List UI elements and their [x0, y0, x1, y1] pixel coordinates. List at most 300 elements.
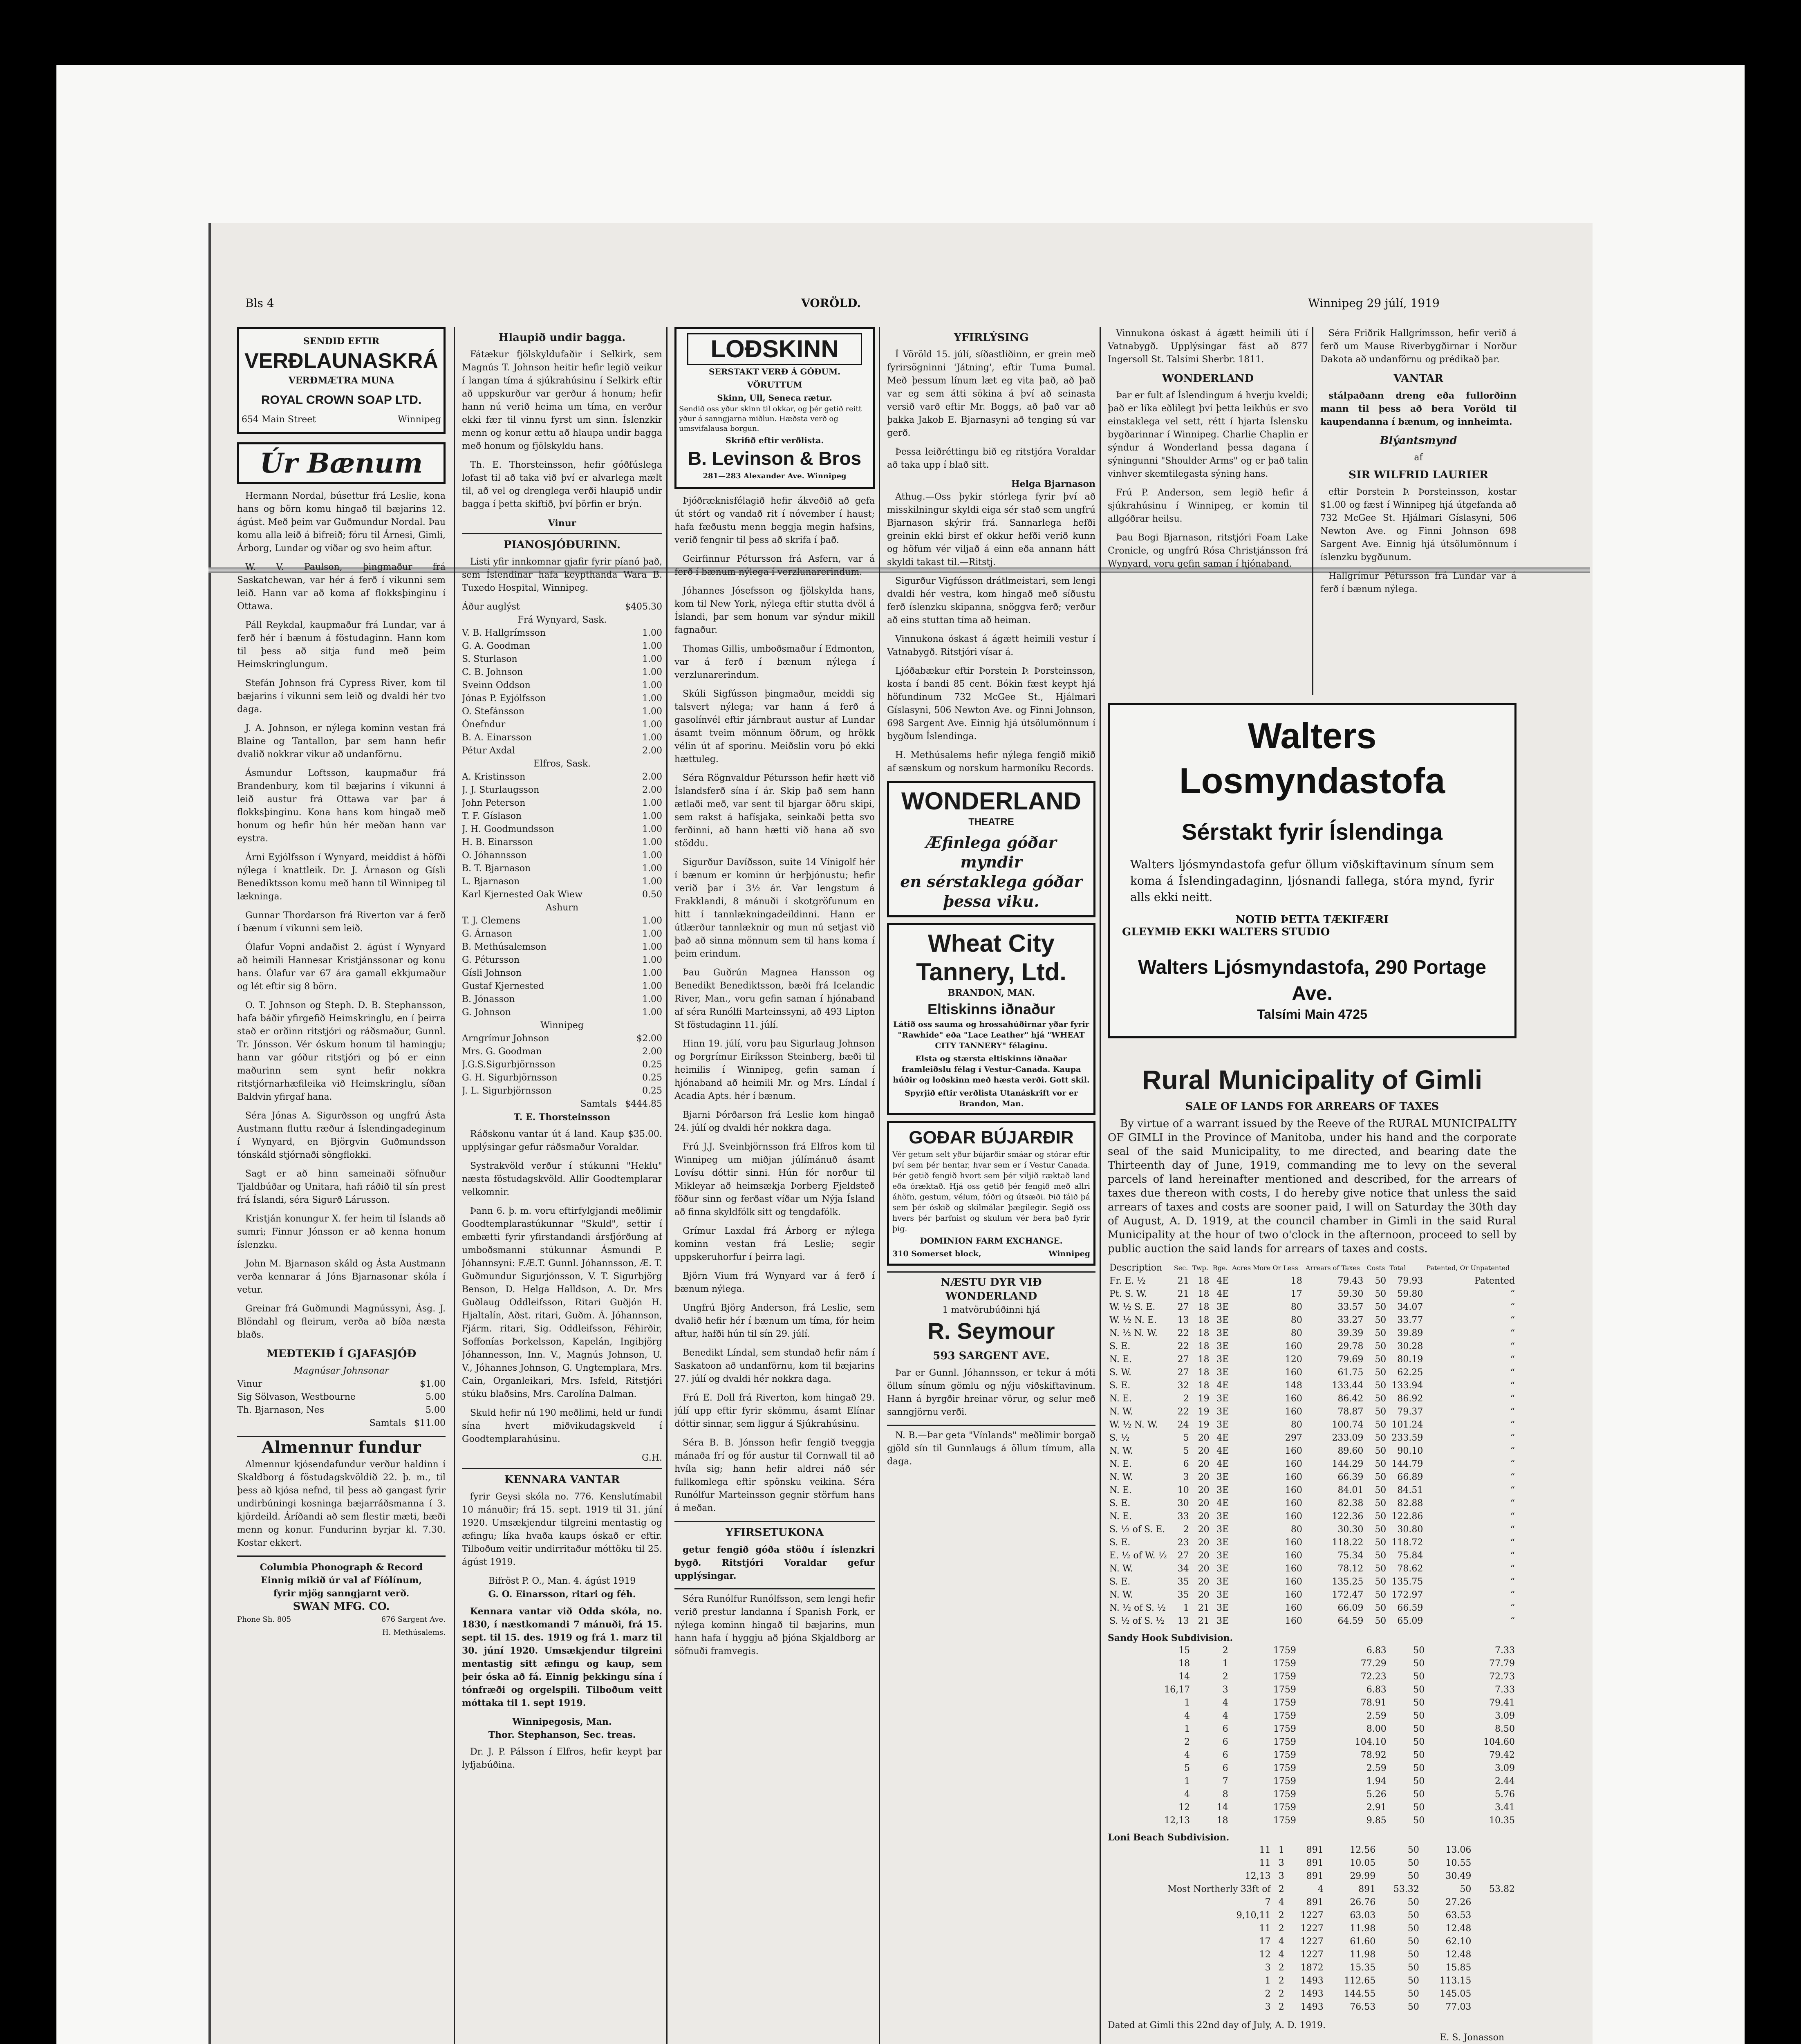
table-cell: 3E: [1216, 1472, 1229, 1482]
table-cell: 1227: [1300, 1936, 1324, 1947]
table-cell: 50: [1375, 1485, 1387, 1495]
table-cell: 12,13: [1245, 1871, 1271, 1881]
wonderland-title: WONDERLAND: [1162, 372, 1254, 385]
table-row: [1108, 1314, 1517, 1327]
table-cell: 50: [1375, 1577, 1387, 1587]
ad-phone: Talsími Main 4725: [1257, 1007, 1367, 1022]
news-item: Ásmundur Loftsson, kaupmaður frá Brandenbury, kom til bæjarins í vikunni á leið austur frá Ottawa var þar á flokksþinginu. Kona hans kom hingað með honum og hefir hún hér meðan hann var eystra.: [237, 768, 446, 844]
column-rule: [666, 327, 668, 2044]
news-item: Séra Rögnvaldur Pétursson hefir hætt við Íslandsferð sína í ár. Skip það sem hann ætlaði með, var sent til bjargar öðru skipi, sem rakst á hafísjaka, seinkaði þetta svo ferðinni, að hann hætti við hana að svo stöddu.: [674, 773, 875, 849]
news-item: Skúli Sigfússon þingmaður, meiddi sig talsvert nýlega; var hann á ferð á gasolínvél eftir járnbraut austur af Lundar ásamt tveim mönnum öðrum, og hrökk vélin út af sporinu. Meiðslin voru þó ekki hættuleg.: [674, 689, 875, 764]
ad-subheading: Sérstakt fyrir Íslendinga: [1181, 819, 1443, 845]
table-cell: 2: [1184, 1737, 1190, 1747]
table-cell: 18: [1198, 1367, 1210, 1378]
table-cell: S. W.: [1109, 1367, 1132, 1378]
donation-row: G. A. Goodman 1.00: [462, 641, 662, 651]
table-cell: 77.79: [1489, 1659, 1515, 1669]
table-cell: 50: [1375, 1328, 1387, 1338]
table-cell: 1759: [1273, 1685, 1296, 1695]
table-cell: 50: [1375, 1551, 1387, 1561]
table-cell: 4E: [1216, 1433, 1229, 1443]
table-cell: 11.98: [1350, 1923, 1376, 1934]
table-cell: 39.89: [1397, 1328, 1423, 1338]
table-cell: 33: [1177, 1511, 1189, 1522]
table-cell: 160: [1285, 1551, 1302, 1561]
bujardir-ad: [887, 1121, 1095, 1266]
table-row: [1108, 1562, 1517, 1576]
signature: T. E. Thorsteinsson: [514, 1112, 610, 1123]
table-cell: 6.83: [1366, 1645, 1387, 1656]
table-cell: 18: [1198, 1354, 1210, 1365]
table-cell: 20: [1198, 1485, 1210, 1495]
table-cell: 20: [1198, 1459, 1210, 1469]
news-item: N. B.—Þar geta "Vínlands" meðlimir borgað gjöld sín til Gunnlaugs á öllum tímum, alla daga.: [887, 1430, 1095, 1467]
table-cell: 53.32: [1393, 1884, 1419, 1894]
phono-ad-line: Columbia Phonograph & Record: [260, 1562, 423, 1573]
table-cell: 13: [1177, 1616, 1189, 1626]
table-cell: 13.06: [1445, 1845, 1472, 1855]
table-cell: 3E: [1216, 1564, 1229, 1574]
blyant-name: SIR WILFRID LAURIER: [1349, 469, 1488, 481]
table-cell: 101.24: [1391, 1420, 1423, 1430]
table-cell: 61.75: [1337, 1367, 1364, 1378]
table-cell: 2: [1278, 1989, 1284, 1999]
table-cell: 35: [1177, 1590, 1189, 1600]
table-cell: 50: [1413, 1763, 1425, 1773]
table-cell: “: [1510, 1433, 1515, 1443]
donation-row: Vinur $1.00: [237, 1379, 446, 1389]
table-row: [1108, 2001, 1517, 2014]
table-cell: “: [1510, 1459, 1515, 1469]
column-1: [237, 327, 446, 2044]
table-cell: 34: [1177, 1564, 1189, 1574]
ad-heading: WONDERLAND: [901, 787, 1081, 815]
ad-address: Walters Ljósmyndastofa, 290 Portage Ave.: [1138, 957, 1486, 1004]
table-cell: 3E: [1216, 1407, 1229, 1417]
ad-address: 281—283 Alexander Ave. Winnipeg: [703, 472, 847, 480]
table-cell: 50: [1413, 1698, 1425, 1708]
table-cell: 50: [1375, 1459, 1387, 1469]
table-row: [1108, 1445, 1517, 1458]
table-cell: S. E.: [1109, 1381, 1131, 1391]
wonderland-text: Þar er fult af Íslendingum á hverju kveldi; það er líka eðlilegt því þetta leikhús er svo einstaklega vel sett, rétt í hjarta Íslensku bygðarinnar í Winnipeg. Charlie Chaplin er sýndur á Wonderland þessa dagana í sýningunni "Shoulder Arms" og er það talin vinhver skemtilegasta sýning hans.: [1108, 390, 1308, 479]
table-cell: 50: [1407, 1936, 1419, 1947]
table-cell: 50: [1413, 1724, 1425, 1734]
table-cell: 3E: [1216, 1590, 1229, 1600]
wheat-city-ad: [887, 923, 1095, 1115]
table-cell: 32: [1177, 1381, 1189, 1391]
table-cell: 50: [1413, 1711, 1425, 1721]
table-cell: 75.34: [1337, 1551, 1364, 1561]
table-cell: 6: [1222, 1737, 1228, 1747]
news-item: Vinnukona óskast á ágætt heimili vestur í Vatnabygð. Ritstjóri vísar á.: [887, 634, 1095, 657]
table-cell: 1227: [1300, 1910, 1324, 1921]
phono-ad-address: Phone Sh. 805 676 Sargent Ave.: [237, 1615, 446, 1624]
table-cell: 2.59: [1366, 1711, 1387, 1721]
fundur-title: Almennur fundur: [262, 1438, 421, 1457]
table-row: [1108, 1366, 1517, 1379]
table-cell: S. ½ of S. E.: [1109, 1524, 1165, 1535]
table-cell: 4: [1317, 1884, 1324, 1894]
table-row: [1108, 1775, 1517, 1788]
table-cell: 66.39: [1337, 1472, 1364, 1482]
table-cell: 1493: [1300, 1976, 1324, 1986]
table-cell: 75.84: [1397, 1551, 1423, 1561]
donation-row: B. A. Einarsson 1.00: [462, 733, 662, 743]
phono-ad-company: SWAN MFG. CO.: [293, 1600, 390, 1613]
ad-company: ROYAL CROWN SOAP LTD.: [261, 393, 422, 407]
table-cell: 50: [1375, 1315, 1387, 1325]
loni-beach-table: [1108, 1844, 1517, 2014]
table-cell: S. ½: [1109, 1433, 1130, 1443]
table-row: [1108, 1392, 1517, 1405]
piano-intro: Listi yfir innkomnar gjafir fyrir píanó það, sem Íslendinar hafa keypthanda Wara B. Tuxedo Hospital, Winnipeg.: [462, 557, 662, 593]
table-cell: 50: [1375, 1289, 1387, 1299]
news-item: Frú P. Anderson, sem legið hefir á sjúkrahúsinu í Winnipeg, er komin til allgóðrar heilsu.: [1108, 488, 1308, 524]
table-cell: “: [1510, 1498, 1515, 1508]
kennara-text: fyrir Geysi skóla no. 776. Kenslutímabil 10 mánuðir; frá 15. sept. 1919 til 31. júní 1920. Umsækjendur tilgreini mentastig og æfingu; líka hvaða kaups óskað er eftir. Tilboðum veitir undirritaður móttöku til 25. ágúst 1919.: [462, 1492, 662, 1567]
table-row: [1108, 1749, 1517, 1762]
news-item: Dr. J. P. Pálsson í Elfros, hefir keypt þar lyfjabúðina.: [462, 1747, 662, 1770]
table-cell: 18: [1178, 1659, 1190, 1669]
table-cell: 50: [1375, 1381, 1387, 1391]
table-cell: 20: [1198, 1577, 1210, 1587]
table-row: [1108, 1788, 1517, 1801]
table-cell: 4E: [1216, 1381, 1229, 1391]
table-cell: “: [1510, 1446, 1515, 1456]
news-item: Sigurður Vigfússon drátlmeistari, sem lengi dvaldi hér vestra, kom hingað með síðustu ferð íslenzku skipanna, snöggva ferð; verður að eins stuttan tíma að heiman.: [887, 576, 1095, 625]
donation-row: S. Sturlason 1.00: [462, 654, 662, 664]
table-cell: 1493: [1300, 2002, 1324, 2012]
table-cell: 11: [1259, 1858, 1271, 1868]
table-row: [1108, 1948, 1517, 1961]
table-cell: 160: [1285, 1616, 1302, 1626]
donation-row: G. Pétursson 1.00: [462, 955, 662, 965]
ad-line: THEATRE: [968, 816, 1014, 827]
table-cell: 21: [1198, 1603, 1210, 1613]
loni-beach-title: Loni Beach Subdivision.: [1108, 1832, 1230, 1843]
news-item: Séra Friðrik Hallgrímsson, hefir verið á ferð um Mause Riverbygðirnar í Norður Dakota að undanförnu og prédikað þar.: [1320, 328, 1517, 365]
donation-row: Karl Kjernested Oak Wiew 0.50: [462, 890, 662, 900]
table-cell: 10.05: [1350, 1858, 1376, 1868]
table-cell: N. W.: [1109, 1472, 1133, 1482]
news-item: Th. E. Thorsteinsson, hefir góðfúslega lofast til að taka við því er alvarlega mælt til, að vel og drenglega verði hlaupið undir bagga í þetta skiftið, því þörfin er brýn.: [462, 460, 662, 509]
table-cell: 50: [1375, 1537, 1387, 1548]
donation-row: G. Johnson 1.00: [462, 1007, 662, 1018]
table-cell: 84.01: [1337, 1485, 1364, 1495]
lodskinn-ad: [674, 327, 875, 489]
table-cell: 50: [1375, 1616, 1387, 1626]
table-row: [1108, 1379, 1517, 1392]
table-cell: 63.03: [1350, 1910, 1376, 1921]
table-row: [1108, 1975, 1517, 1988]
news-item: Grímur Laxdal frá Árborg er nýlega kominn vestan frá Leslie; segir uppskeruhorfur í þeirra lagi.: [674, 1226, 875, 1262]
table-cell: 4: [1222, 1698, 1228, 1708]
yfirsetu-title: YFIRSETUKONA: [726, 1526, 824, 1539]
table-cell: 10: [1177, 1485, 1189, 1495]
table-cell: “: [1510, 1354, 1515, 1365]
table-cell: 50: [1375, 1524, 1387, 1535]
table-cell: N. E.: [1109, 1394, 1132, 1404]
news-item: Þjóðræknisfélagið hefir ákveðið að gefa út stórt og vandað rit í nóvember í haust; hafa fæðustu menn beggja megin hafsins, verið fengnir til þess að skrifa í það.: [674, 496, 875, 545]
donation-row: G. Árnason 1.00: [462, 929, 662, 939]
table-cell: 50: [1375, 1511, 1387, 1522]
news-item: Séra Jónas A. Sigurðsson og ungfrú Ásta Austmann fluttu ræður á Íslendingadeginum í Wynyard, en Björgvin Guðmundsson tónskáld stjórnaði söngflokki.: [237, 1111, 446, 1160]
news-item: Gunnar Thordarson frá Riverton var á ferð í bænum í vikunni sem leið.: [237, 910, 446, 934]
table-cell: 3.41: [1495, 1802, 1515, 1813]
news-item: Hallgrímur Pétursson frá Lundar var á ferð í bænum nýlega.: [1320, 571, 1517, 594]
tax-col-header: Description: [1109, 1263, 1163, 1273]
seymour-line: 1 matvörubúðinni hjá: [942, 1305, 1040, 1315]
news-item: Ráðskonu vantar út á land. Kaup $35.00. upplýsingar gefur ráðsmaður Voraldar.: [462, 1129, 662, 1152]
news-item: Ungfrú Björg Anderson, frá Leslie, sem dvalið hefir hér í bænum um tíma, fór heim aftur, hafði hún til sín 29. júlí.: [674, 1303, 875, 1339]
table-cell: 104.10: [1355, 1737, 1387, 1747]
table-cell: 160: [1285, 1394, 1302, 1404]
table-cell: 160: [1285, 1511, 1302, 1522]
phono-ad-name: H. Methúsalems.: [382, 1628, 446, 1637]
news-item: O. T. Johnson og Steph. D. B. Stephansson, hafa báðir yfirgefið Heimskringlu, en í þeirra stað er orðinn ritstjóri og ráðsmaður, Gunnl. Tr. Jónsson. Vér óskum honum til hamingju; hann var góður ritstjóri og þó er einn maðurinn sem synt hefir nokkra ritstjórnarhæfileika við Heimskringlu, síðan Baldvin yfirgaf hana.: [237, 1000, 446, 1102]
table-cell: 3E: [1216, 1394, 1229, 1404]
table-cell: 86.42: [1337, 1394, 1364, 1404]
table-cell: 144.79: [1391, 1459, 1423, 1469]
table-cell: 3E: [1216, 1485, 1229, 1495]
table-cell: 50: [1413, 1750, 1425, 1760]
vantar-text: stálpaðann dreng eða fullorðinn mann til þess að bera Voröld til kaupendanna í bænum, og innheimta.: [1320, 390, 1517, 427]
table-cell: 1: [1265, 1976, 1271, 1986]
news-item: Thomas Gillis, umboðsmaður í Edmonton, var á ferð í bænum nýlega í verzlunarerindum.: [674, 644, 875, 680]
table-cell: 50: [1375, 1590, 1387, 1600]
table-cell: 59.80: [1397, 1289, 1423, 1299]
seymour-address: 593 SARGENT AVE.: [933, 1350, 1050, 1362]
piano-donation-list: [462, 614, 662, 1098]
table-cell: “: [1510, 1394, 1515, 1404]
table-cell: 4: [1184, 1711, 1190, 1721]
table-cell: 29.99: [1350, 1871, 1376, 1881]
donation-row: B. T. Bjarnason 1.00: [462, 863, 662, 874]
tax-col-header: Arrears of Taxes: [1305, 1264, 1360, 1272]
table-cell: 22: [1177, 1407, 1189, 1417]
table-cell: 160: [1285, 1590, 1302, 1600]
table-cell: 66.89: [1397, 1472, 1423, 1482]
table-row: [1108, 1801, 1517, 1814]
table-cell: 8.50: [1495, 1724, 1515, 1734]
table-cell: 122.36: [1332, 1511, 1364, 1522]
ad-subheading: Eltiskinns iðnaður: [927, 1001, 1055, 1018]
table-cell: 50: [1375, 1394, 1387, 1404]
table-cell: 233.59: [1391, 1433, 1423, 1443]
table-cell: 1759: [1273, 1645, 1296, 1656]
news-item: Hermann Nordal, búsettur frá Leslie, kona hans og börn komu hingað til bæjarins 12. ágúst. Með þeim var Guðmundur Nordal. Þau komu alla leið á bifreið; fóru til Árnesi, Gimli, Árborg, Lundar og víðar og svo heim aftur.: [237, 491, 446, 554]
table-cell: 6: [1222, 1724, 1228, 1734]
table-cell: 5: [1184, 1763, 1190, 1773]
table-cell: 891: [1358, 1884, 1376, 1894]
donation-row: J. J. Sturlaugsson 2.00: [462, 785, 662, 795]
table-cell: N. E.: [1109, 1511, 1132, 1522]
table-cell: 3E: [1216, 1551, 1229, 1561]
donation-row: Gustaf Kjernested 1.00: [462, 981, 662, 991]
tax-col-header: Costs: [1366, 1264, 1385, 1272]
table-cell: 144.29: [1332, 1459, 1364, 1469]
ad-text: Spyrjið eftir verðlista Utanáskrift vor er Brandon, Man.: [905, 1089, 1078, 1108]
table-cell: 50: [1407, 1858, 1419, 1868]
divider: [237, 1555, 446, 1557]
news-item: Árni Eyjólfsson í Wynyard, meiddist á höfði nýlega í knattleik. Dr. J. Árnason og Gísli Benediktsson komu með hann til Winnipeg til lækninga.: [237, 852, 446, 902]
donation-row: Mrs. G. Goodman 2.00: [462, 1047, 662, 1057]
table-cell: 80: [1290, 1420, 1302, 1430]
donation-row: Ónefndur 1.00: [462, 719, 662, 730]
news-item: Bjarni Þórðarson frá Leslie kom hingað 24. júlí og dvaldi hér nokkra daga.: [674, 1110, 875, 1133]
news-item: Sagt er að hinn sameinaði söfnuður Tjaldbúðar og Unitara, hafi ráðið til sín prest frá Íslandi, séra Sigurð Lárusson.: [237, 1169, 446, 1205]
news-item: Fátækur fjölskyldufaðir í Selkirk, sem Magnús T. Johnson heitir hefir legið veikur í langan tíma á sjúkrahúsinu í Selkirk eftir að uppskurður var gerður á honum; hefir hann nú verið heima um tíma, en verður ekki fær til vinnu fyrst um sinn. Íslenzkir menn og konur ættu að hlaupa undir bagga með honum og fjölskyldu hans.: [462, 350, 662, 451]
table-cell: 12: [1178, 1802, 1190, 1813]
table-row: [1108, 1670, 1517, 1683]
table-cell: 3: [1222, 1685, 1228, 1695]
table-cell: 233.09: [1332, 1433, 1364, 1443]
verdlaunaskra-ad: [237, 327, 446, 434]
table-cell: 160: [1285, 1459, 1302, 1469]
table-cell: 20: [1198, 1511, 1210, 1522]
table-cell: 2: [1278, 1910, 1284, 1921]
table-cell: 79.93: [1397, 1276, 1423, 1286]
divider: [887, 1271, 1095, 1273]
table-cell: 3.09: [1495, 1711, 1515, 1721]
divider: [462, 533, 662, 534]
news-item: H. Methúsalems hefir nýlega fengið mikið af sænskum og norskum harmoníku Records.: [887, 750, 1095, 773]
ad-line: VÖRUTTUM: [747, 380, 802, 390]
table-cell: N. E.: [1109, 1485, 1132, 1495]
table-cell: 19: [1198, 1407, 1210, 1417]
table-cell: 1: [1184, 1698, 1190, 1708]
table-cell: S. E.: [1109, 1577, 1131, 1587]
donation-group-heading: Winnipeg: [540, 1020, 584, 1031]
divider: [674, 1588, 875, 1589]
table-cell: 3E: [1216, 1603, 1229, 1613]
blyant-line: af: [1414, 453, 1423, 463]
table-cell: 12.48: [1445, 1950, 1472, 1960]
walters-ad: [1108, 703, 1517, 1038]
phono-ad-line: fyrir mjög sanngjarnt verð.: [273, 1588, 410, 1599]
table-cell: 172.97: [1391, 1590, 1423, 1600]
vantar-title: VANTAR: [1393, 372, 1443, 385]
table-cell: 297: [1285, 1433, 1302, 1443]
wonderland-ad: [887, 781, 1095, 917]
table-cell: 1.94: [1366, 1776, 1387, 1786]
ad-line: SENDID EFTIR: [303, 336, 380, 347]
table-cell: 4: [1222, 1711, 1228, 1721]
table-cell: 1759: [1273, 1711, 1296, 1721]
table-cell: “: [1510, 1328, 1515, 1338]
table-cell: 1759: [1273, 1763, 1296, 1773]
table-cell: 2.59: [1366, 1763, 1387, 1773]
table-cell: 50: [1375, 1433, 1387, 1443]
news-item: Athug.—Oss þykir stórlega fyrir því að misskilningur skyldi eiga sér stað sem ungfrú Bjarnason skýrir frá. Sannarlega hefði greinin ekki birst ef okkur hefði verið kunn og höfum vér viljað á einn eða annann hátt skyldi takast til.—Ritstj.: [887, 492, 1095, 567]
table-cell: 20: [1198, 1564, 1210, 1574]
table-row: [1108, 1644, 1517, 1657]
table-cell: 1759: [1273, 1659, 1296, 1669]
notice-subtitle: SALE OF LANDS FOR ARREARS OF TAXES: [1185, 1100, 1439, 1113]
table-cell: 50: [1407, 1897, 1419, 1907]
table-cell: “: [1510, 1407, 1515, 1417]
news-item: Systrakvöld verður í stúkunni "Heklu" næsta föstudagskvöld. Allir Goodtemplarar velkomnir.: [462, 1161, 662, 1197]
table-cell: 5: [1183, 1446, 1189, 1456]
table-cell: 35: [1177, 1577, 1189, 1587]
table-cell: 50: [1407, 1923, 1419, 1934]
table-cell: 160: [1285, 1577, 1302, 1587]
table-cell: 2: [1183, 1524, 1189, 1535]
news-item: Frú E. Doll frá Riverton, kom hingað 29. júlí upp eftir fyrir skömmu, ásamt Elínar dóttir sinnar, sem liggur á Sjúkrahúsinu.: [674, 1393, 875, 1429]
table-cell: 27: [1177, 1302, 1189, 1312]
donation-row: V. B. Hallgrímsson 1.00: [462, 628, 662, 638]
table-cell: 79.69: [1337, 1354, 1364, 1365]
table-cell: 77.29: [1360, 1659, 1387, 1669]
table-cell: 64.59: [1337, 1616, 1364, 1626]
blyant-title: Blýantsmynd: [1380, 435, 1457, 447]
table-cell: 65.09: [1397, 1616, 1423, 1626]
table-cell: 1872: [1300, 1963, 1324, 1973]
table-cell: 160: [1285, 1341, 1302, 1351]
tax-col-header: Rge.: [1212, 1264, 1228, 1272]
table-row: [1108, 1857, 1517, 1870]
table-cell: 18: [1198, 1302, 1210, 1312]
donation-row: T. F. Gíslason 1.00: [462, 811, 662, 821]
table-cell: 9.85: [1366, 1815, 1387, 1826]
table-cell: 18: [1198, 1328, 1210, 1338]
ad-heading: Tannery, Ltd.: [916, 958, 1066, 986]
table-cell: 50: [1407, 1963, 1419, 1973]
table-row: [1108, 1657, 1517, 1670]
ad-text: Elsta og stærsta eltiskinns iðnaðar framleiðslu félag í Vestur-Canada. Kaupa húðir og loðskinn með hæsta verði. Gott skil.: [893, 1054, 1090, 1085]
divider: [237, 1436, 446, 1437]
ad-heading: Walters Losmyndastofa: [1179, 715, 1445, 801]
table-row: [1108, 1710, 1517, 1723]
table-cell: 30.49: [1445, 1871, 1472, 1881]
table-cell: 13: [1177, 1315, 1189, 1325]
table-cell: “: [1510, 1472, 1515, 1482]
column-5: [1108, 327, 1308, 695]
table-cell: 86.92: [1397, 1394, 1423, 1404]
tax-table: [1108, 1262, 1517, 1628]
ad-line: myndir: [960, 853, 1022, 871]
table-cell: 50: [1413, 1737, 1425, 1747]
table-cell: 7.33: [1495, 1645, 1515, 1656]
table-row: [1108, 1471, 1517, 1484]
table-cell: 14: [1178, 1672, 1190, 1682]
column-4: [887, 327, 1095, 2044]
table-cell: 61.60: [1350, 1936, 1376, 1947]
table-cell: 72.23: [1360, 1672, 1387, 1682]
table-cell: S. ½ of S. ½: [1109, 1616, 1165, 1626]
table-cell: 1: [1184, 1776, 1190, 1786]
table-cell: 50: [1375, 1407, 1387, 1417]
section-banner: [237, 442, 446, 484]
table-cell: 3E: [1216, 1302, 1229, 1312]
table-cell: 1759: [1273, 1802, 1296, 1813]
table-cell: 1227: [1300, 1950, 1324, 1960]
ad-line: NOTIÐ ÞETTA TÆKIFÆRI: [1235, 914, 1389, 926]
news-item: Sigurður Davíðsson, suite 14 Vínigolf hér í bænum er kominn úr herþjónustu; hefir verið þar í 3½ ár. Var lengstum á Frakklandi, 8 mánuði í skotgröfunum en hitt í tannlækningadeildinni. Hann er útlærður tannlæknir og mun nú setjast við það að sinna mönnum sem til hans koma í þeim erindum.: [674, 857, 875, 959]
table-cell: 118.72: [1391, 1537, 1423, 1548]
table-row: [1108, 1340, 1517, 1353]
news-item: John M. Bjarnason skáld og Ásta Austmann verða kennarar á Jóns Bjarnasonar skóla í vetur.: [237, 1259, 446, 1295]
table-cell: 77.03: [1445, 2002, 1472, 2012]
donation-row: B. Jónasson 1.00: [462, 994, 662, 1004]
ad-city: Winnipeg: [398, 415, 441, 425]
donation-row: J.G.S.Sigurbjörnsson 0.25: [462, 1060, 662, 1070]
table-cell: 2: [1278, 1963, 1284, 1973]
table-cell: 39.39: [1337, 1328, 1364, 1338]
sandy-hook-title: Sandy Hook Subdivision.: [1108, 1633, 1233, 1643]
table-cell: 3E: [1216, 1524, 1229, 1535]
